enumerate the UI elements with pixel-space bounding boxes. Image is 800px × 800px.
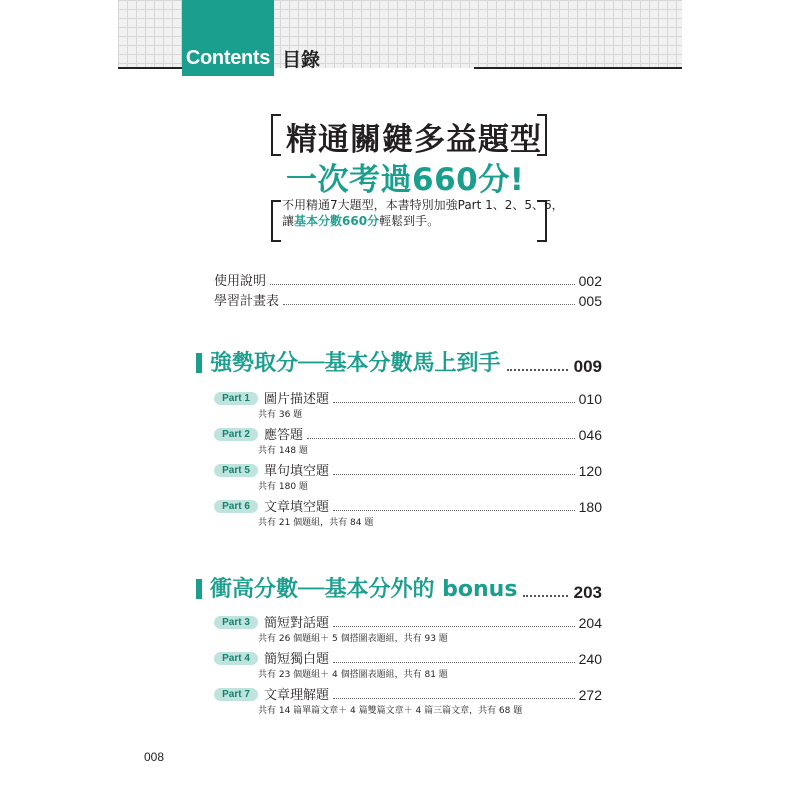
header-rule-left [118, 67, 182, 69]
toc-row-part-1[interactable] [214, 388, 602, 407]
mulu-label: 目錄 [282, 49, 321, 71]
contents-label: Contents [185, 47, 271, 69]
leader-dots [507, 369, 568, 371]
headline-line-3: 不用精通7大題型，本書特別加強Part 1、2、5、6， [282, 198, 564, 212]
toc-row-study-plan[interactable] [214, 290, 602, 309]
part-page: 046 [578, 427, 602, 443]
headline-line-1: 精通關鍵多益題型 [286, 122, 542, 158]
part-detail: 共有 36 題 [258, 410, 303, 420]
leader-dots [307, 438, 575, 439]
bracket-top-left [271, 114, 281, 156]
section-page: 009 [573, 357, 602, 376]
leader-dots [333, 662, 575, 663]
toc-row-part-3[interactable] [214, 612, 602, 631]
toc-row-part-2[interactable] [214, 424, 602, 443]
part-name: 文章填空題 [264, 500, 330, 515]
part-badge: Part 3 [214, 616, 258, 629]
part-detail: 共有 26 個題組＋ 5 個搭圖表題組，共有 93 題 [258, 634, 448, 644]
part-page: 240 [578, 651, 602, 667]
toc-label: 學習計畫表 [214, 294, 280, 309]
leader-dots [333, 402, 575, 403]
part-page: 204 [578, 615, 602, 631]
part-badge: Part 1 [214, 392, 258, 405]
part-badge: Part 5 [214, 464, 258, 477]
page-number: 008 [144, 750, 165, 764]
toc-row-usage[interactable] [214, 270, 602, 289]
headline-line-2: 一次考過660分! [286, 162, 525, 198]
headline-line-4-c: 輕鬆到手。 [379, 214, 440, 228]
section-marker [196, 579, 202, 599]
section-title: 強勢取分──基本分數馬上到手 [210, 351, 501, 376]
part-name: 文章理解題 [264, 688, 330, 703]
headline-line-4 [282, 213, 564, 229]
toc-page: 002 [578, 273, 602, 289]
section-heading-2[interactable] [196, 572, 602, 603]
bracket-bottom-left [271, 200, 281, 242]
toc-row-part-5[interactable] [214, 460, 602, 479]
leader-dots [523, 595, 567, 597]
leader-dots [283, 304, 575, 305]
section-page: 203 [573, 583, 602, 602]
headline-line-4-a: 讓 [282, 214, 295, 228]
toc-label: 使用說明 [214, 274, 267, 289]
part-detail: 共有 14 篇單篇文章＋ 4 篇雙篇文章＋ 4 篇三篇文章，共有 68 題 [258, 706, 523, 716]
part-name: 應答題 [264, 428, 304, 443]
contents-tab [182, 0, 274, 76]
leader-dots [270, 284, 575, 285]
part-page: 180 [578, 499, 602, 515]
part-name: 圖片描述題 [264, 392, 330, 407]
part-name: 簡短對話題 [264, 616, 330, 631]
toc-page: 005 [578, 293, 602, 309]
toc-row-part-6[interactable] [214, 496, 602, 515]
part-page: 120 [578, 463, 602, 479]
toc-row-part-4[interactable] [214, 648, 602, 667]
part-badge: Part 7 [214, 688, 258, 701]
header-rule-right [474, 67, 682, 69]
leader-dots [333, 474, 575, 475]
headline-description [282, 197, 564, 229]
part-badge: Part 6 [214, 500, 258, 513]
part-detail: 共有 23 個題組＋ 4 個搭圖表題組，共有 81 題 [258, 670, 448, 680]
leader-dots [333, 510, 575, 511]
toc-row-part-7[interactable] [214, 684, 602, 703]
part-name: 單句填空題 [264, 464, 330, 479]
leader-dots [333, 626, 575, 627]
section-marker [196, 353, 202, 373]
part-page: 272 [578, 687, 602, 703]
section-heading-1[interactable] [196, 346, 602, 377]
part-detail: 共有 180 題 [258, 482, 308, 492]
section-title: 衝高分數──基本分外的 bonus [210, 577, 518, 602]
leader-dots [333, 698, 575, 699]
part-badge: Part 4 [214, 652, 258, 665]
part-detail: 共有 21 個題組，共有 84 題 [258, 518, 374, 528]
part-name: 簡短獨白題 [264, 652, 330, 667]
headline-highlight: 基本分數660分 [294, 214, 380, 228]
part-detail: 共有 148 題 [258, 446, 308, 456]
part-badge: Part 2 [214, 428, 258, 441]
part-page: 010 [578, 391, 602, 407]
